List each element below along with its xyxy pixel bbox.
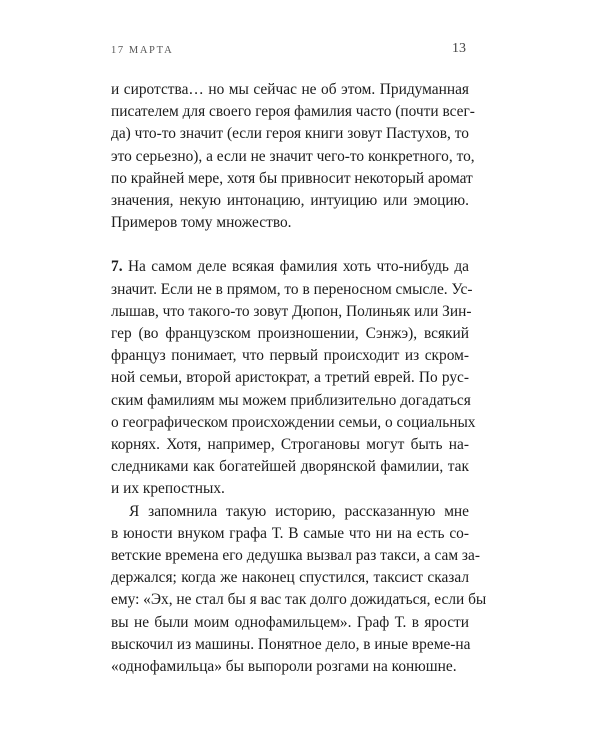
text-line: ским фамилиям мы можем приблизительно догадаться [111,391,471,409]
text-line: и их крепостных. [111,480,225,498]
text-line: это серьезно), а если не значит чего-то конкретного, то, [111,147,475,165]
text-line: ему: «Эх, не стал бы я вас так долго дожидаться, если бы [111,591,487,609]
text-line: в юности внуком графа Т. В самые что ни на есть со- [111,524,469,542]
text-line: «однофамильца» бы выпороли розгами на конюшне. [111,658,457,676]
text-fragment: На самом деле всякая фамилия хоть что-нибудь да [122,258,469,276]
page-number: 13 [452,41,466,56]
text-line: Примеров тому множество. [111,214,292,232]
text-line: держался; когда же наконец спустился, таксист сказал [111,569,469,587]
text-line: ной семьи, второй аристократ, а третий еврей. По рус- [111,369,469,387]
text-line: корнях. Хотя, например, Строгановы могут быть на- [111,436,469,454]
text-line: по крайней мере, хотя бы привносит некоторый аромат [111,169,473,187]
body-text [111,79,487,678]
text-line: лышав, что такого-то зовут Дюпон, Полиньяк или Зин- [111,302,472,320]
paragraph-2 [111,256,476,500]
text-line: значит. Если не в прямом, то в переносном смысле. Ус- [111,280,473,298]
text-line: следниками как богатейшей дворянской фамилии, так [111,458,469,476]
section-break [111,234,469,256]
running-head: 17 МАРТА [111,45,174,56]
paragraph-3 [111,501,487,679]
paragraph-1 [111,79,475,234]
text-line: да) что-то значит (если героя книги зовут Пастухов, то [111,125,469,143]
text-line: и сиротства… но мы сейчас не об этом. Придуманная [111,81,469,98]
text-line: выскочил из машины. Понятное дело, в иные време-на [111,635,471,653]
section-number: 7. [111,258,123,276]
text-line: француз понимает, что первый происходит из скром- [111,347,469,365]
text-line: о географическом происхождении семьи, о социальных [111,413,476,431]
text-line [111,256,469,278]
text-line: писателем для своего героя фамилия часто (почти всег- [111,103,475,121]
text-line: вы не были моим однофамильцем». Граф Т. в ярости [111,613,469,631]
text-line: гер (во французском произношении, Сэнжэ), всякий [111,325,469,343]
text-line: Я запомнила такую историю, рассказанную мне [129,502,469,520]
text-line: ветские времена его дедушка вызвал раз такси, а сам за- [111,547,480,565]
text-line: значения, некую интонацию, интуицию или эмоцию. [111,192,469,210]
